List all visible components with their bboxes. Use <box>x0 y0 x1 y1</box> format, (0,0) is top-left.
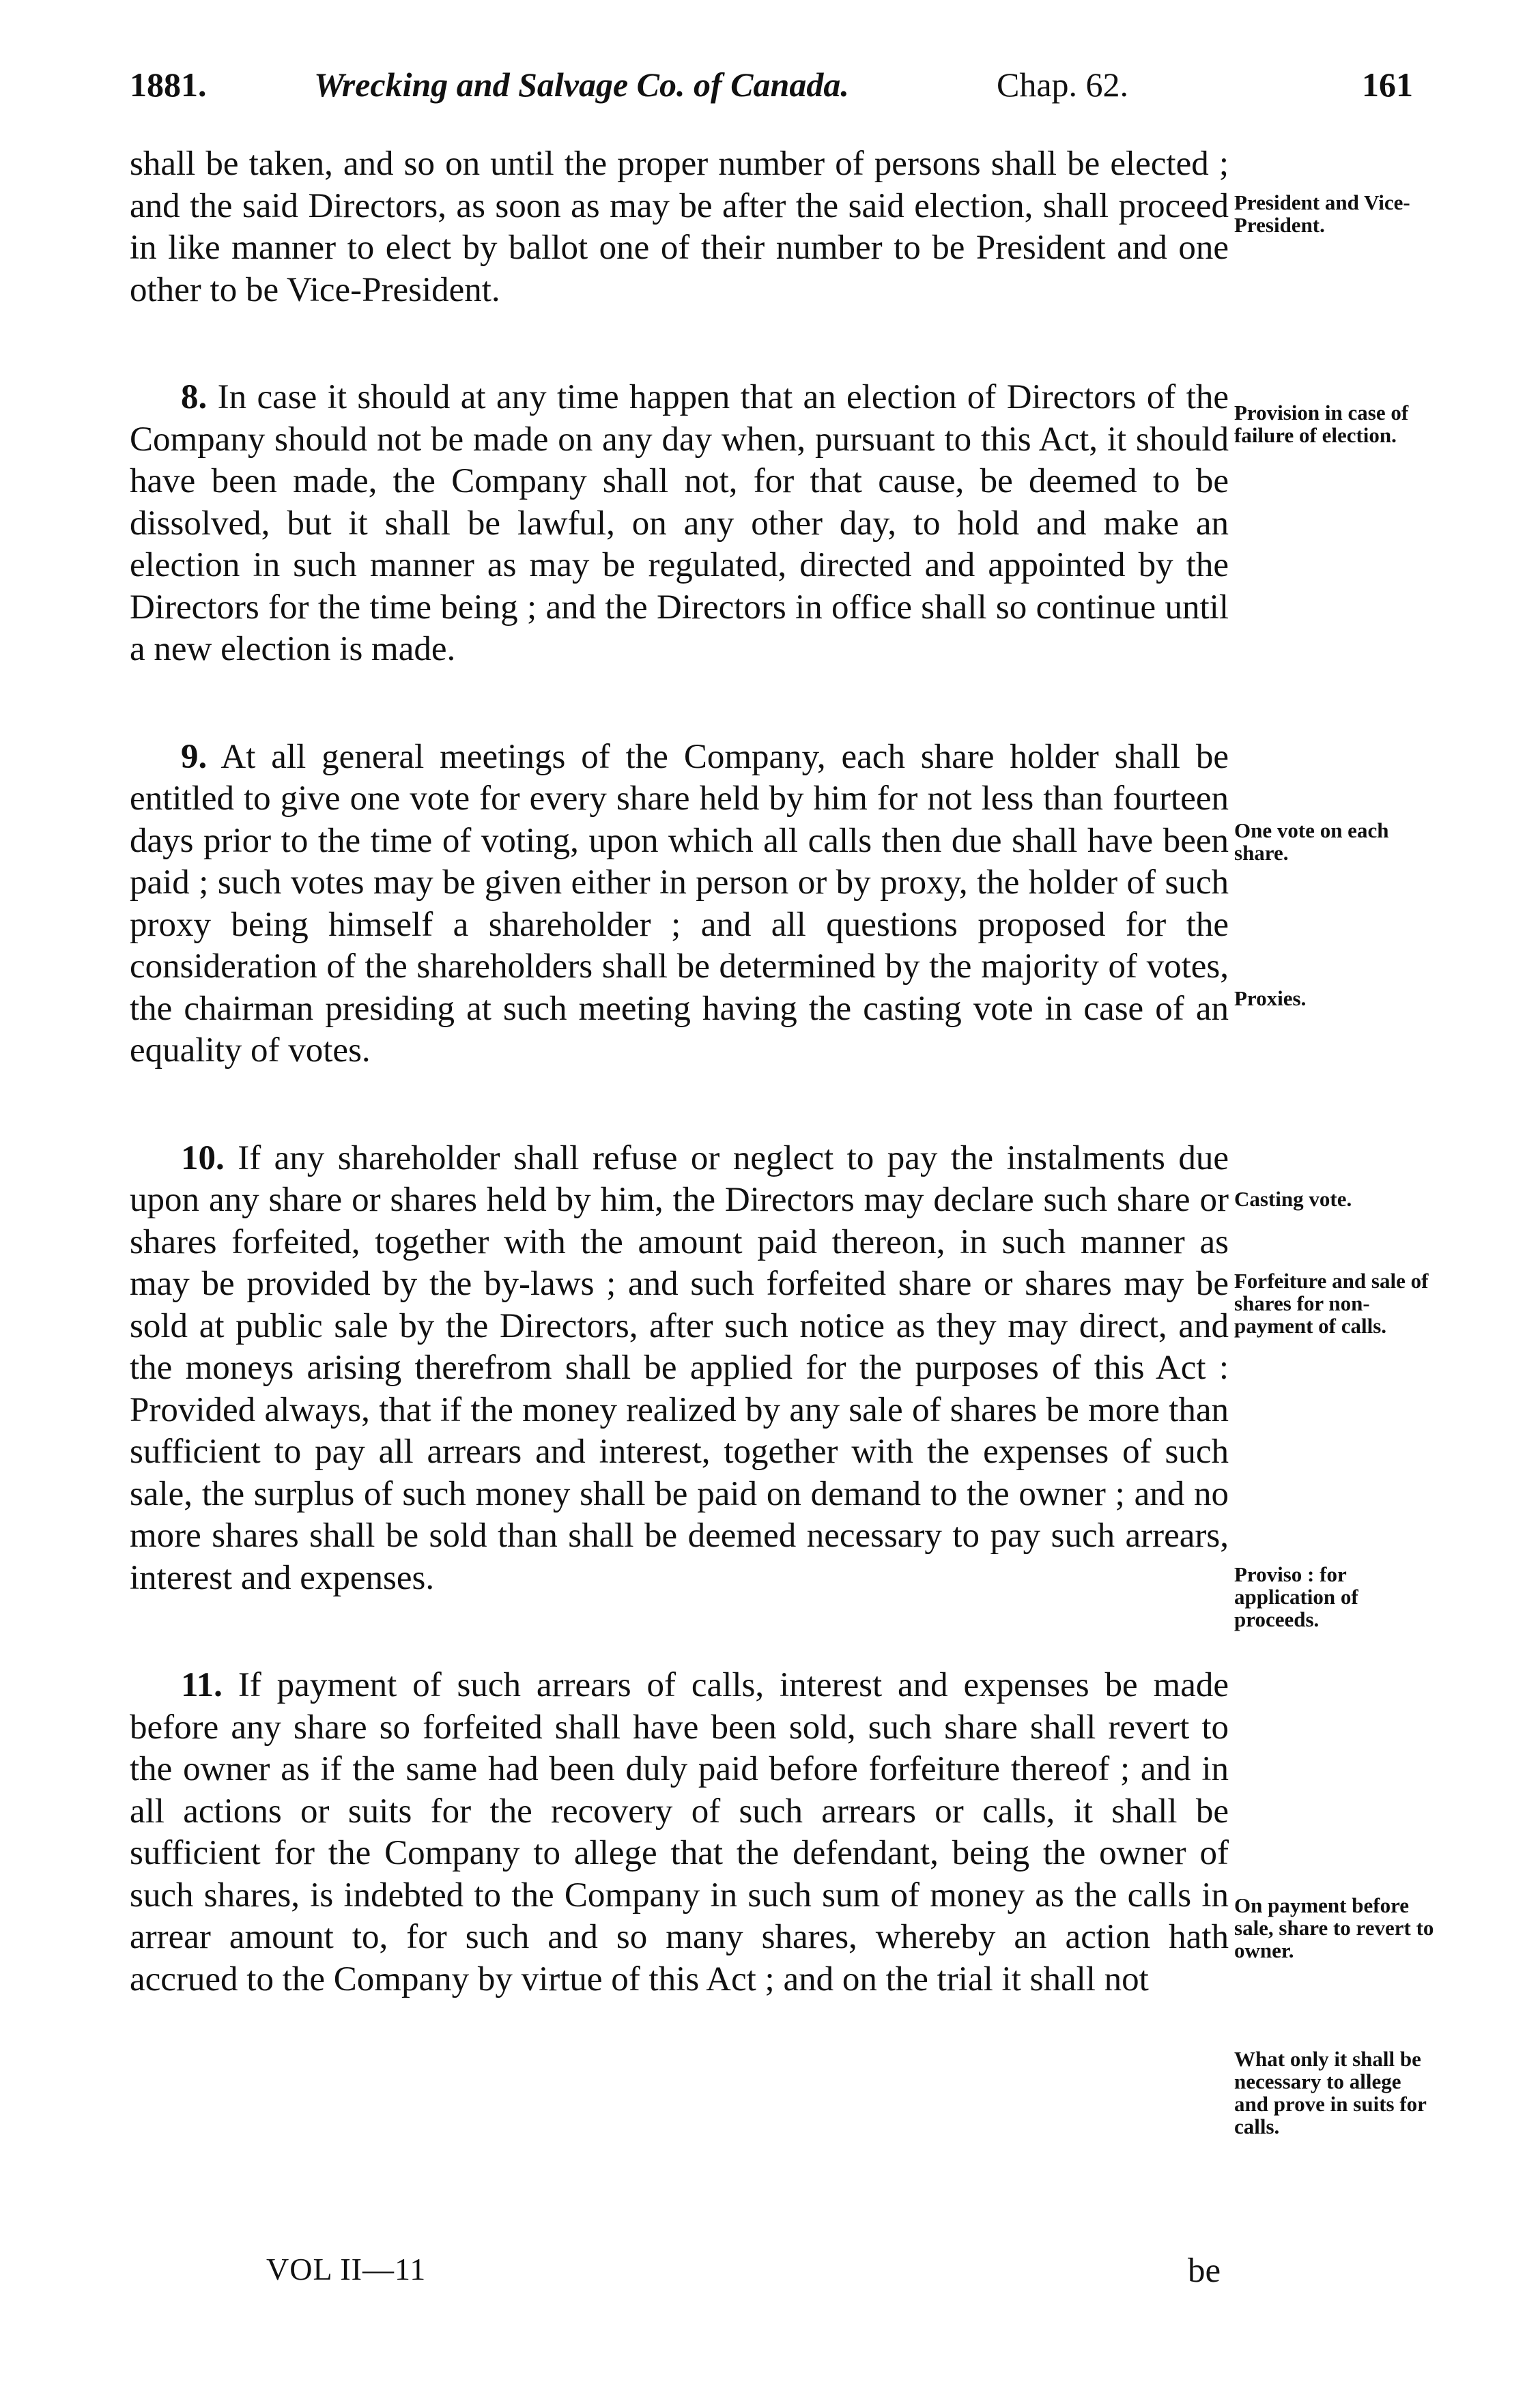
paragraph-continued <box>130 143 1229 311</box>
running-header <box>130 65 1413 119</box>
section-number: 10. <box>181 1138 225 1177</box>
paragraph-text: shall be taken, and so on until the proper number of persons shall be elected ; and the said Directors, as soon as may be after the said election, shall proceed in like manner to elect by ballot one of their number to be President and one other to be Vice-President. <box>130 145 1229 309</box>
section-11 <box>130 1665 1229 2001</box>
header-title: Wrecking and Salvage Co. of Canada. <box>314 66 849 104</box>
sidenote-failure-of-election: Provision in case of failure of election. <box>1234 401 1409 447</box>
sidenote-one-vote: One vote on each share. <box>1234 818 1389 865</box>
paragraph-text: In case it should at any time happen that an election of Directors of the Company should not be made on any day when, pursuant to this Act, it should have been made, the Company shall not, for that cause, be deemed to be dissolved, but it shall be lawful, on any other day, to hold and make an election in such manner as may be regulated, directed and appointed by the Directors for the time being ; and the Directors in office shall so continue until a new election is made. <box>130 378 1229 668</box>
sidenote-forfeiture: Forfeiture and sale of shares for non-payment of calls. <box>1234 1269 1429 1338</box>
paragraph-text: If payment of such arrears of calls, interest and expenses be made before any share so forfeited shall have been sold, such share shall revert to the owner as if the same had been duly paid before forfeiture thereof ; and in all actions or suits for the recovery of such arrears or calls, it shall be sufficient for the Company to allege that the defendant, being the owner of such shares, is indebted to the Company in such sum of money as the calls in arrear amount to, for such and so many shares, whereby an action hath accrued to the Company by virtue of this Act ; and on the trial it shall not <box>130 1666 1229 1998</box>
sidenote-allege-and-prove: What only it shall be necessary to allege and prove in suits for calls. <box>1234 2047 1427 2138</box>
paragraph-text: If any shareholder shall refuse or neglect to pay the instalments due upon any share or shares held by him, the Directors may declare such share or shares forfeited, together with the amount paid thereon, in such manner as may be provided by the by-laws ; and such forfeited share or shares may be sold at public sale by the Directors, after such notice as they may direct, and the moneys arising therefrom shall be applied for the purposes of this Act : Provided always, that if the money realized by any sale of shares be more than sufficient to pay all arrears and interest, together with the expenses of such sale, the surplus of such money shall be paid on demand to the owner ; and no more shares shall be sold than shall be deemed necessary to pay such arrears, interest and expenses. <box>130 1138 1229 1597</box>
sidenote-payment-before-sale: On payment before sale, share to revert to owner. <box>1234 1893 1434 1962</box>
sidenote-casting-vote: Casting vote. <box>1234 1187 1352 1211</box>
header-chapter: Chap. 62. <box>997 66 1129 104</box>
page-number: 161 <box>1362 66 1413 104</box>
sidenote-proxies: Proxies. <box>1234 986 1307 1010</box>
catchword: be <box>1188 2252 1221 2290</box>
sidenote-proviso: Proviso : for application of proceeds. <box>1234 1562 1358 1631</box>
section-number: 9. <box>181 737 208 776</box>
header-year: 1881. <box>130 66 207 104</box>
signature-mark: VOL II—11 <box>266 2252 427 2287</box>
section-number: 11. <box>181 1666 223 1704</box>
section-9 <box>130 736 1229 1072</box>
main-text-column <box>130 143 1229 2001</box>
section-8 <box>130 377 1229 671</box>
paragraph-text: At all general meetings of the Company, each share holder shall be entitled to give one vote for every share held by him for not less than fourteen days prior to the time of voting, upon which all calls then due shall have been paid ; such votes may be given either in person or by proxy, the holder of such proxy being himself a shareholder ; and all questions proposed for the consideration of the shareholders shall be determined by the majority of votes, the chairman presiding at such meeting having the casting vote in case of an equality of votes. <box>130 737 1229 1070</box>
section-10 <box>130 1138 1229 1600</box>
sidenote-president: President and Vice-President. <box>1234 190 1410 237</box>
section-number: 8. <box>181 378 208 416</box>
